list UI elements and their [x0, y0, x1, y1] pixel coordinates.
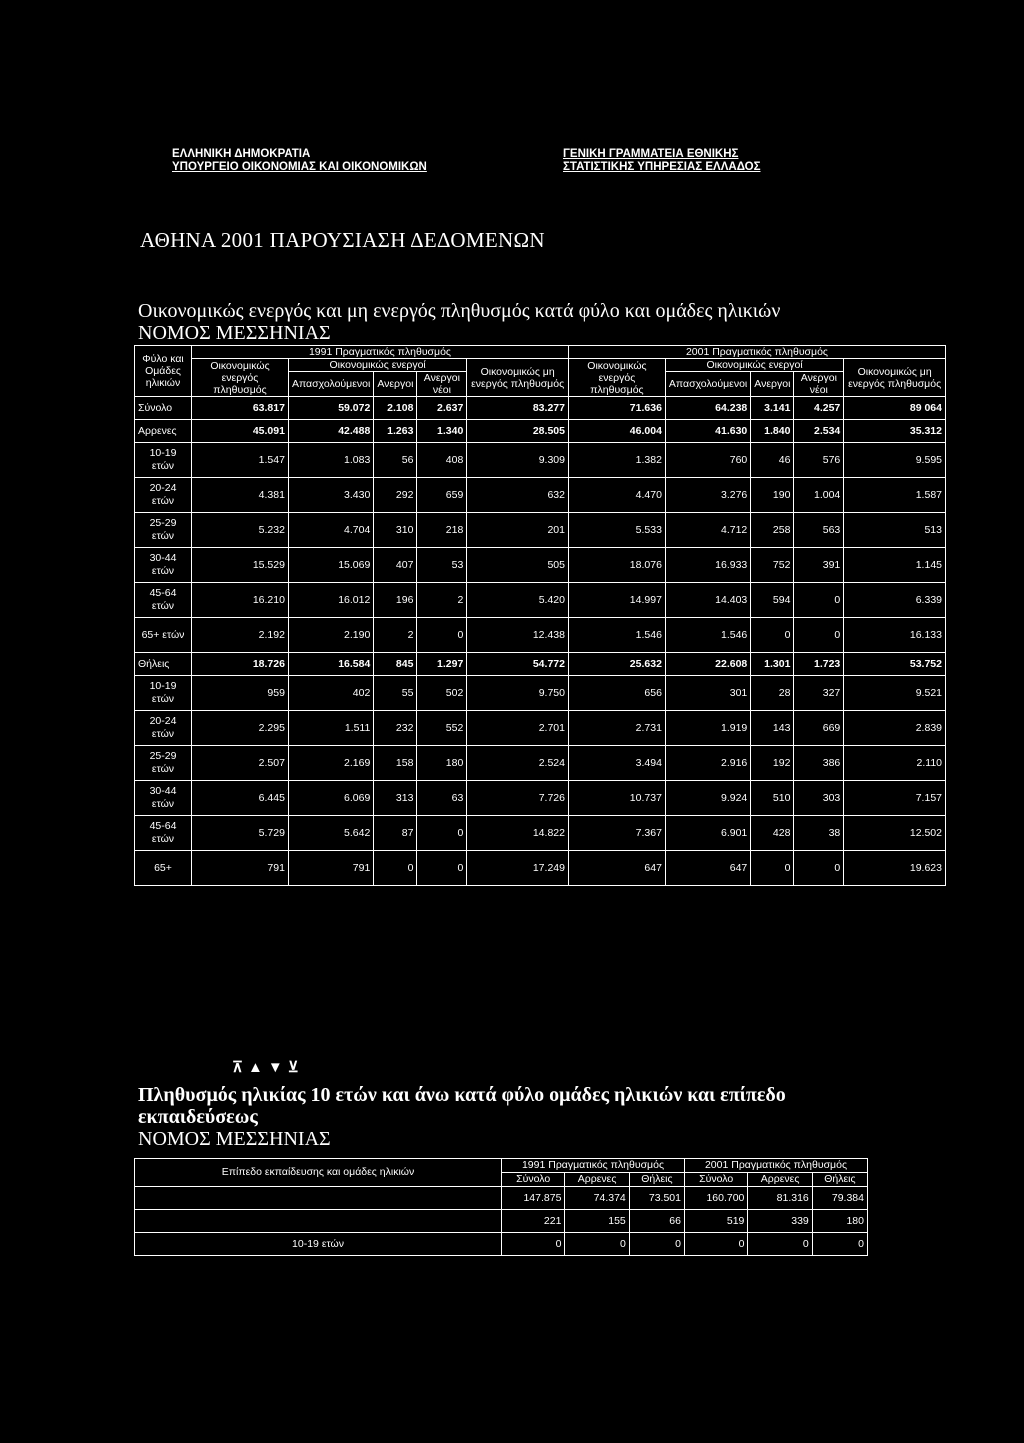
- table-cell: 63.817: [192, 397, 289, 420]
- table-cell: 64.238: [665, 397, 750, 420]
- table-cell: 0: [748, 1233, 812, 1256]
- table-cell: 3.430: [288, 478, 373, 513]
- table2-subtitle: ΝΟΜΟΣ ΜΕΣΣΗΝΙΑΣ: [138, 1128, 331, 1150]
- table-cell: 4.257: [794, 397, 844, 420]
- table-cell: 407: [374, 548, 417, 583]
- header-secretariat: ΓΕΝΙΚΗ ΓΡΑΜΜΑΤΕΙΑ ΕΘΝΙΚΗΣ: [563, 148, 739, 160]
- table-cell: 5.533: [568, 513, 665, 548]
- table-cell: 1.083: [288, 443, 373, 478]
- table-cell: 66: [629, 1210, 684, 1233]
- table-cell: 6.901: [665, 816, 750, 851]
- table-cell: 18.726: [192, 653, 289, 676]
- table-row: [135, 443, 946, 478]
- table-cell: 180: [812, 1210, 867, 1233]
- table-cell: 0: [794, 583, 844, 618]
- table-cell: 6.069: [288, 781, 373, 816]
- table-cell: 647: [568, 851, 665, 886]
- table2-title-block: [138, 1084, 898, 1150]
- table-cell: 1.546: [568, 618, 665, 653]
- table-cell: 408: [417, 443, 467, 478]
- table-cell: 10.737: [568, 781, 665, 816]
- table-cell: 959: [192, 676, 289, 711]
- table-cell: 19.623: [844, 851, 946, 886]
- table-cell: 28.505: [467, 420, 569, 443]
- table-cell: 2.507: [192, 746, 289, 781]
- col-group-1991: 1991 Πραγματικός πληθυσμός: [502, 1159, 685, 1173]
- row-label: 30-44 ετών: [135, 548, 192, 583]
- education-level-table: [134, 1158, 868, 1256]
- table-cell: 160.700: [684, 1187, 747, 1210]
- table-cell: 0: [417, 851, 467, 886]
- last-page-icon[interactable]: ⊻: [287, 1059, 304, 1076]
- table-row: [135, 420, 946, 443]
- col-active-group-1991: Οικονομικώς ενεργοί: [288, 359, 466, 372]
- table-cell: 9.595: [844, 443, 946, 478]
- table-cell: 7.157: [844, 781, 946, 816]
- table-cell: 292: [374, 478, 417, 513]
- table-cell: 656: [568, 676, 665, 711]
- table-row: [135, 618, 946, 653]
- table-cell: 576: [794, 443, 844, 478]
- header-service: ΣΤΑΤΙΣΤΙΚΗΣ ΥΠΗΡΕΣΙΑΣ ΕΛΛΑΔΟΣ: [563, 161, 761, 173]
- table-cell: 0: [751, 618, 794, 653]
- table-cell: 519: [684, 1210, 747, 1233]
- row-label: 20-24 ετών: [135, 711, 192, 746]
- col-group-1991: 1991 Πραγματικός πληθυσμός: [192, 346, 569, 359]
- table-cell: 2: [417, 583, 467, 618]
- header-ministry: ΥΠΟΥΡΓΕΙΟ ΟΙΚΟΝΟΜΙΑΣ ΚΑΙ ΟΙΚΟΝΟΜΙΚΩΝ: [172, 161, 427, 173]
- table-cell: 2.192: [192, 618, 289, 653]
- table-cell: 16.933: [665, 548, 750, 583]
- table-row: [135, 851, 946, 886]
- table-cell: 505: [467, 548, 569, 583]
- table-cell: 155: [565, 1210, 629, 1233]
- table-cell: 143: [751, 711, 794, 746]
- table-cell: 3.141: [751, 397, 794, 420]
- document-title: ΑΘΗΝΑ 2001 ΠΑΡΟΥΣΙΑΣΗ ΔΕΔΟΜΕΝΩΝ: [140, 228, 545, 252]
- table-cell: 192: [751, 746, 794, 781]
- table-cell: 1.723: [794, 653, 844, 676]
- col-employed-1991: Απασχολούμενοι: [288, 372, 373, 397]
- col-total-2001: Σύνολο: [684, 1173, 747, 1187]
- table-cell: 0: [751, 851, 794, 886]
- table-cell: 313: [374, 781, 417, 816]
- table-cell: 59.072: [288, 397, 373, 420]
- next-page-icon[interactable]: ▼: [267, 1059, 288, 1076]
- table1-title: Οικονομικώς ενεργός και μη ενεργός πληθυσμός κατά φύλο και ομάδες ηλικιών: [138, 300, 781, 322]
- col-unemployed-2001: Ανεργοι: [751, 372, 794, 397]
- table-cell: 87: [374, 816, 417, 851]
- table-cell: 12.502: [844, 816, 946, 851]
- table-cell: 14.403: [665, 583, 750, 618]
- table-cell: 0: [417, 816, 467, 851]
- col-active-group-2001: Οικονομικώς ενεργοί: [665, 359, 843, 372]
- population-activity-table: [134, 345, 946, 886]
- table-cell: 2.190: [288, 618, 373, 653]
- table-cell: 428: [751, 816, 794, 851]
- row-label: 30-44 ετών: [135, 781, 192, 816]
- table-cell: 147.875: [502, 1187, 565, 1210]
- row-label: 10-19 ετών: [135, 676, 192, 711]
- table-row: [135, 548, 946, 583]
- table-cell: 0: [629, 1233, 684, 1256]
- table-cell: 258: [751, 513, 794, 548]
- table-cell: 53.752: [844, 653, 946, 676]
- row-label: Θήλεις: [135, 653, 192, 676]
- table-cell: 46: [751, 443, 794, 478]
- table-cell: 7.726: [467, 781, 569, 816]
- table-cell: 1.840: [751, 420, 794, 443]
- table-cell: 845: [374, 653, 417, 676]
- table-cell: 2.637: [417, 397, 467, 420]
- table-cell: 232: [374, 711, 417, 746]
- col-male-1991: Αρρενες: [565, 1173, 629, 1187]
- table-cell: 791: [288, 851, 373, 886]
- table-cell: 4.381: [192, 478, 289, 513]
- row-label: 25-29 ετών: [135, 746, 192, 781]
- table-cell: 28: [751, 676, 794, 711]
- table-cell: 1.297: [417, 653, 467, 676]
- table-cell: 41.630: [665, 420, 750, 443]
- table-cell: 791: [192, 851, 289, 886]
- table-cell: 1.511: [288, 711, 373, 746]
- table-cell: 16.210: [192, 583, 289, 618]
- col-male-2001: Αρρενες: [748, 1173, 812, 1187]
- table-cell: 1.547: [192, 443, 289, 478]
- table-cell: 15.069: [288, 548, 373, 583]
- table-cell: 563: [794, 513, 844, 548]
- row-label: 25-29 ετών: [135, 513, 192, 548]
- table-cell: 402: [288, 676, 373, 711]
- table-cell: 55: [374, 676, 417, 711]
- table-row: [135, 1233, 868, 1256]
- table-cell: 79.384: [812, 1187, 867, 1210]
- col-total-1991: Σύνολο: [502, 1173, 565, 1187]
- first-page-icon[interactable]: ⊼: [232, 1059, 248, 1076]
- table-cell: 2.524: [467, 746, 569, 781]
- table-cell: 4.704: [288, 513, 373, 548]
- col-inactive-1991: Οικονομικώς μη ενεργός πληθυσμός: [467, 359, 569, 397]
- col-unemployed-1991: Ανεργοι: [374, 372, 417, 397]
- table-cell: 190: [751, 478, 794, 513]
- table-cell: 5.420: [467, 583, 569, 618]
- table-cell: 4.712: [665, 513, 750, 548]
- table-row: [135, 781, 946, 816]
- row-label: Αρρενες: [135, 420, 192, 443]
- table-cell: 0: [684, 1233, 747, 1256]
- col-sex-age: Φύλο και Ομάδες ηλικιών: [135, 346, 192, 397]
- row-label: [135, 1210, 502, 1233]
- ministry-header: [172, 148, 427, 174]
- table-cell: 0: [502, 1233, 565, 1256]
- table-cell: 16.012: [288, 583, 373, 618]
- table-cell: 513: [844, 513, 946, 548]
- table-row: [135, 478, 946, 513]
- table-cell: 386: [794, 746, 844, 781]
- table-row: [135, 513, 946, 548]
- table-cell: 2.701: [467, 711, 569, 746]
- col-female-2001: Θήλεις: [812, 1173, 867, 1187]
- table-cell: 1.004: [794, 478, 844, 513]
- table-cell: 71.636: [568, 397, 665, 420]
- table-cell: 53: [417, 548, 467, 583]
- table-cell: 56: [374, 443, 417, 478]
- row-label: 65+: [135, 851, 192, 886]
- row-label: 10-19 ετών: [135, 443, 192, 478]
- row-label: Σύνολο: [135, 397, 192, 420]
- table-cell: 16.133: [844, 618, 946, 653]
- table-row: [135, 816, 946, 851]
- row-label: 20-24 ετών: [135, 478, 192, 513]
- table-cell: 42.488: [288, 420, 373, 443]
- table-cell: 752: [751, 548, 794, 583]
- table-cell: 2.534: [794, 420, 844, 443]
- table-cell: 201: [467, 513, 569, 548]
- table-cell: 310: [374, 513, 417, 548]
- table-cell: 301: [665, 676, 750, 711]
- table-cell: 1.301: [751, 653, 794, 676]
- table-cell: 9.924: [665, 781, 750, 816]
- table-cell: 3.494: [568, 746, 665, 781]
- table-cell: 594: [751, 583, 794, 618]
- table-cell: 16.584: [288, 653, 373, 676]
- table-cell: 25.632: [568, 653, 665, 676]
- table-cell: 18.076: [568, 548, 665, 583]
- col-group-2001: 2001 Πραγματικός πληθυσμός: [684, 1159, 867, 1173]
- table-cell: 17.249: [467, 851, 569, 886]
- table-cell: 38: [794, 816, 844, 851]
- table-cell: 54.772: [467, 653, 569, 676]
- table-cell: 81.316: [748, 1187, 812, 1210]
- table-cell: 510: [751, 781, 794, 816]
- table-cell: 45.091: [192, 420, 289, 443]
- table-cell: 1.263: [374, 420, 417, 443]
- table-cell: 9.521: [844, 676, 946, 711]
- col-active-2001: Οικονομικώς ενεργός πληθυσμός: [568, 359, 665, 397]
- table-cell: 632: [467, 478, 569, 513]
- table-cell: 303: [794, 781, 844, 816]
- table-cell: 6.339: [844, 583, 946, 618]
- table-row: [135, 397, 946, 420]
- table-cell: 1.145: [844, 548, 946, 583]
- table1-subtitle: ΝΟΜΟΣ ΜΕΣΣΗΝΙΑΣ: [138, 322, 331, 344]
- table-cell: 5.232: [192, 513, 289, 548]
- table-cell: 9.309: [467, 443, 569, 478]
- table-cell: 221: [502, 1210, 565, 1233]
- col-inactive-2001: Οικονομικώς μη ενεργός πληθυσμός: [844, 359, 946, 397]
- table-cell: 0: [374, 851, 417, 886]
- row-label: [135, 1187, 502, 1210]
- table-cell: 659: [417, 478, 467, 513]
- table-cell: 158: [374, 746, 417, 781]
- table-cell: 3.276: [665, 478, 750, 513]
- col-unemployed-new-1991: Ανεργοι νέοι: [417, 372, 467, 397]
- table-cell: 196: [374, 583, 417, 618]
- table-cell: 35.312: [844, 420, 946, 443]
- table-cell: 391: [794, 548, 844, 583]
- statistics-header: [563, 148, 761, 174]
- nav-icons: [232, 1058, 304, 1076]
- table-cell: 327: [794, 676, 844, 711]
- table-cell: 669: [794, 711, 844, 746]
- table-cell: 502: [417, 676, 467, 711]
- table-row: [135, 583, 946, 618]
- table-cell: 14.997: [568, 583, 665, 618]
- table-cell: 6.445: [192, 781, 289, 816]
- table-row: [135, 1210, 868, 1233]
- table-cell: 1.382: [568, 443, 665, 478]
- table-cell: 180: [417, 746, 467, 781]
- table-row: [135, 746, 946, 781]
- table-cell: 89 064: [844, 397, 946, 420]
- table-cell: 2.839: [844, 711, 946, 746]
- table-cell: 552: [417, 711, 467, 746]
- table-cell: 5.642: [288, 816, 373, 851]
- table-cell: 46.004: [568, 420, 665, 443]
- table-row: [135, 1187, 868, 1210]
- table-cell: 2.110: [844, 746, 946, 781]
- row-label: 65+ ετών: [135, 618, 192, 653]
- table-cell: 339: [748, 1210, 812, 1233]
- table-cell: 1.340: [417, 420, 467, 443]
- col-group-2001: 2001 Πραγματικός πληθυσμός: [568, 346, 945, 359]
- table-row: [135, 676, 946, 711]
- col-education-age: Επίπεδο εκπαίδευσης και ομάδες ηλικιών: [135, 1159, 502, 1187]
- table-cell: 63: [417, 781, 467, 816]
- table-cell: 15.529: [192, 548, 289, 583]
- table-cell: 2.731: [568, 711, 665, 746]
- table-row: [135, 711, 946, 746]
- table-cell: 2.916: [665, 746, 750, 781]
- row-label: 45-64 ετών: [135, 583, 192, 618]
- table-cell: 0: [565, 1233, 629, 1256]
- table-cell: 0: [812, 1233, 867, 1256]
- row-label: 10-19 ετών: [135, 1233, 502, 1256]
- table2-title: Πληθυσμός ηλικίας 10 ετών και άνω κατά φύλο ομάδες ηλικιών και επίπεδο εκπαιδεύσεως: [138, 1084, 786, 1128]
- table-cell: 5.729: [192, 816, 289, 851]
- table-cell: 74.374: [565, 1187, 629, 1210]
- col-employed-2001: Απασχολούμενοι: [665, 372, 750, 397]
- table-cell: 2.108: [374, 397, 417, 420]
- table-row: [135, 653, 946, 676]
- col-active-1991: Οικονομικώς ενεργός πληθυσμός: [192, 359, 289, 397]
- table-cell: 1.587: [844, 478, 946, 513]
- col-female-1991: Θήλεις: [629, 1173, 684, 1187]
- table-cell: 7.367: [568, 816, 665, 851]
- table-cell: 0: [417, 618, 467, 653]
- table-cell: 14.822: [467, 816, 569, 851]
- table-cell: 1.546: [665, 618, 750, 653]
- header-republic: ΕΛΛΗΝΙΚΗ ΔΗΜΟΚΡΑΤΙΑ: [172, 148, 311, 160]
- table-cell: 12.438: [467, 618, 569, 653]
- table-cell: 2.169: [288, 746, 373, 781]
- table-cell: 2: [374, 618, 417, 653]
- table-cell: 2.295: [192, 711, 289, 746]
- table-cell: 0: [794, 618, 844, 653]
- table-cell: 9.750: [467, 676, 569, 711]
- table-cell: 0: [794, 851, 844, 886]
- table-cell: 73.501: [629, 1187, 684, 1210]
- table-cell: 647: [665, 851, 750, 886]
- col-unemployed-new-2001: Ανεργοι νέοι: [794, 372, 844, 397]
- row-label: 45-64 ετών: [135, 816, 192, 851]
- table1-title-block: [138, 300, 780, 344]
- table-cell: 83.277: [467, 397, 569, 420]
- table-cell: 22.608: [665, 653, 750, 676]
- table-cell: 1.919: [665, 711, 750, 746]
- table-cell: 760: [665, 443, 750, 478]
- prev-page-icon[interactable]: ▲: [247, 1059, 268, 1076]
- table-cell: 218: [417, 513, 467, 548]
- table-cell: 4.470: [568, 478, 665, 513]
